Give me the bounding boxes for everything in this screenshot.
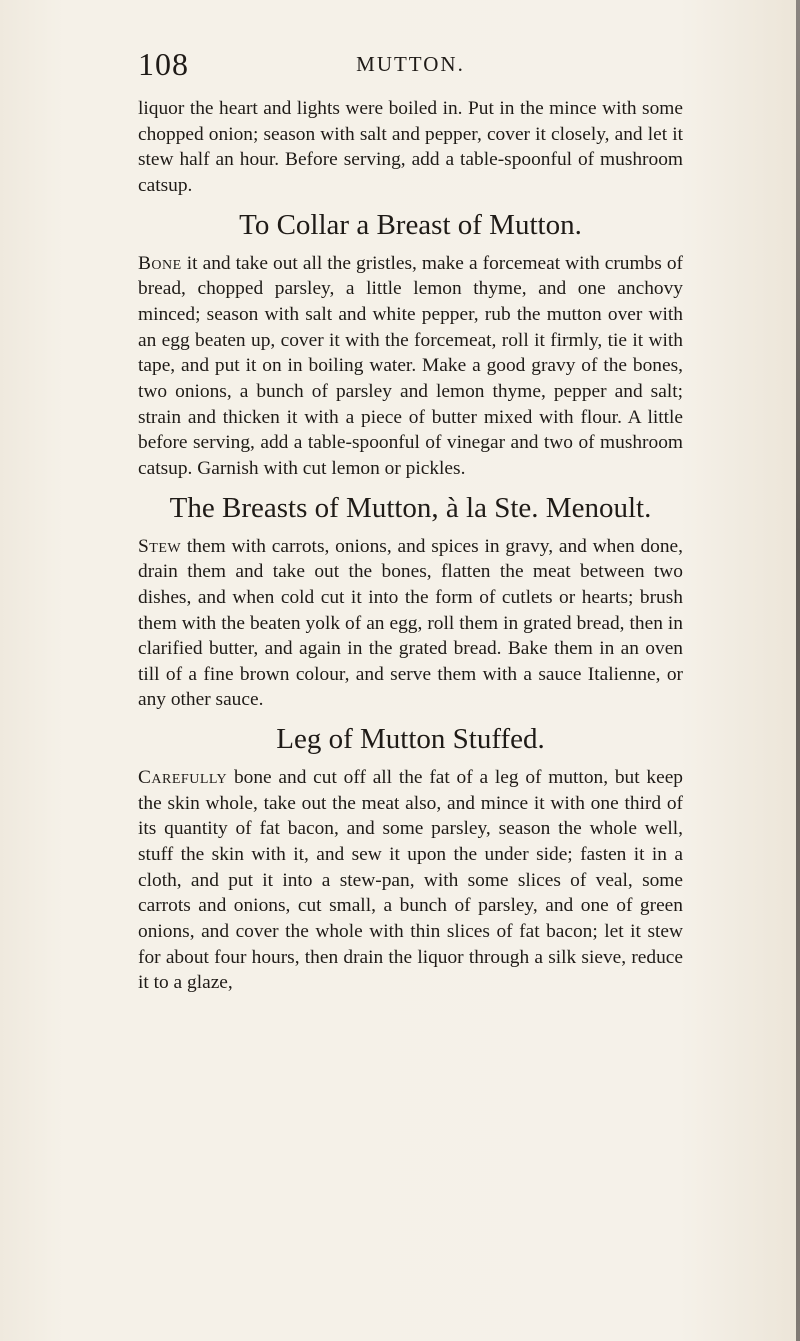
collar-breast-paragraph: [138, 251, 683, 482]
leg-stuffed-paragraph: [138, 765, 683, 996]
heading-leg-stuffed: Leg of Mutton Stuffed.: [276, 723, 545, 756]
heading-breasts-menoult: The Breasts of Mutton, à la Ste. Menoult.: [169, 491, 652, 524]
page-content: [138, 96, 683, 996]
page-edge: [796, 0, 800, 1341]
leg-stuffed-body: bone and cut off all the fat of a leg of mutton, but keep the skin whole, take out the meat also, and mince it with one third of its quantity of fat bacon, and some parsley, season the whole well, stuff the skin with it, and sew it upon the under side; fasten it in a cloth, and put it into a stew-pan, with some slices of veal, some carrots and onions, cut small, a bunch of parsley, and one of green onions, and cover the whole with thin slices of fat bacon; let it stew for about four hours, then drain the liquor through a silk sieve, reduce it to a glaze,: [138, 767, 683, 994]
collar-breast-lead: Bone: [138, 252, 182, 274]
breasts-menoult-body: them with carrots, onions, and spices in gravy, and when done, drain them and take out the bones, flatten the meat between two dishes, and when cold cut it into the form of cutlets or hearts; brush them with the beaten yolk of an egg, roll them in grated bread, then in clarified butter, and again in the grated bread. Bake them in an oven till of a fine brown colour, and serve them with a sauce Italienne, or any other sauce.: [138, 535, 683, 711]
breasts-menoult-paragraph: [138, 534, 683, 714]
heading-collar-breast: To Collar a Breast of Mutton.: [239, 208, 582, 241]
collar-breast-body: it and take out all the gristles, make a forcemeat with crumbs of bread, chopped parsley, a little lemon thyme, and one anchovy minced; season with salt and white pepper, rub the mutton over with an egg beaten up, cover it with the forcemeat, roll it firmly, tie it with tape, and put it on in boiling water. Make a good gravy of the bones, two onions, a bunch of parsley and lemon thyme, pepper and salt; strain and thicken it with a piece of butter mixed with flour. A little before serving, add a table-spoonful of vinegar and two of mushroom catsup. Garnish with cut lemon or pickles.: [138, 252, 683, 479]
page-header: [138, 46, 683, 86]
intro-paragraph: liquor the heart and lights were boiled in. Put in the mince with some chopped onion; season with salt and pepper, cover it closely, and let it stew half an hour. Before serving, add a table-spoonful of mushroom catsup.: [138, 98, 683, 196]
page-number: 108: [138, 46, 189, 82]
running-head: MUTTON.: [356, 52, 465, 76]
leg-stuffed-lead: Carefully: [138, 767, 228, 789]
breasts-menoult-lead: Stew: [138, 535, 182, 557]
